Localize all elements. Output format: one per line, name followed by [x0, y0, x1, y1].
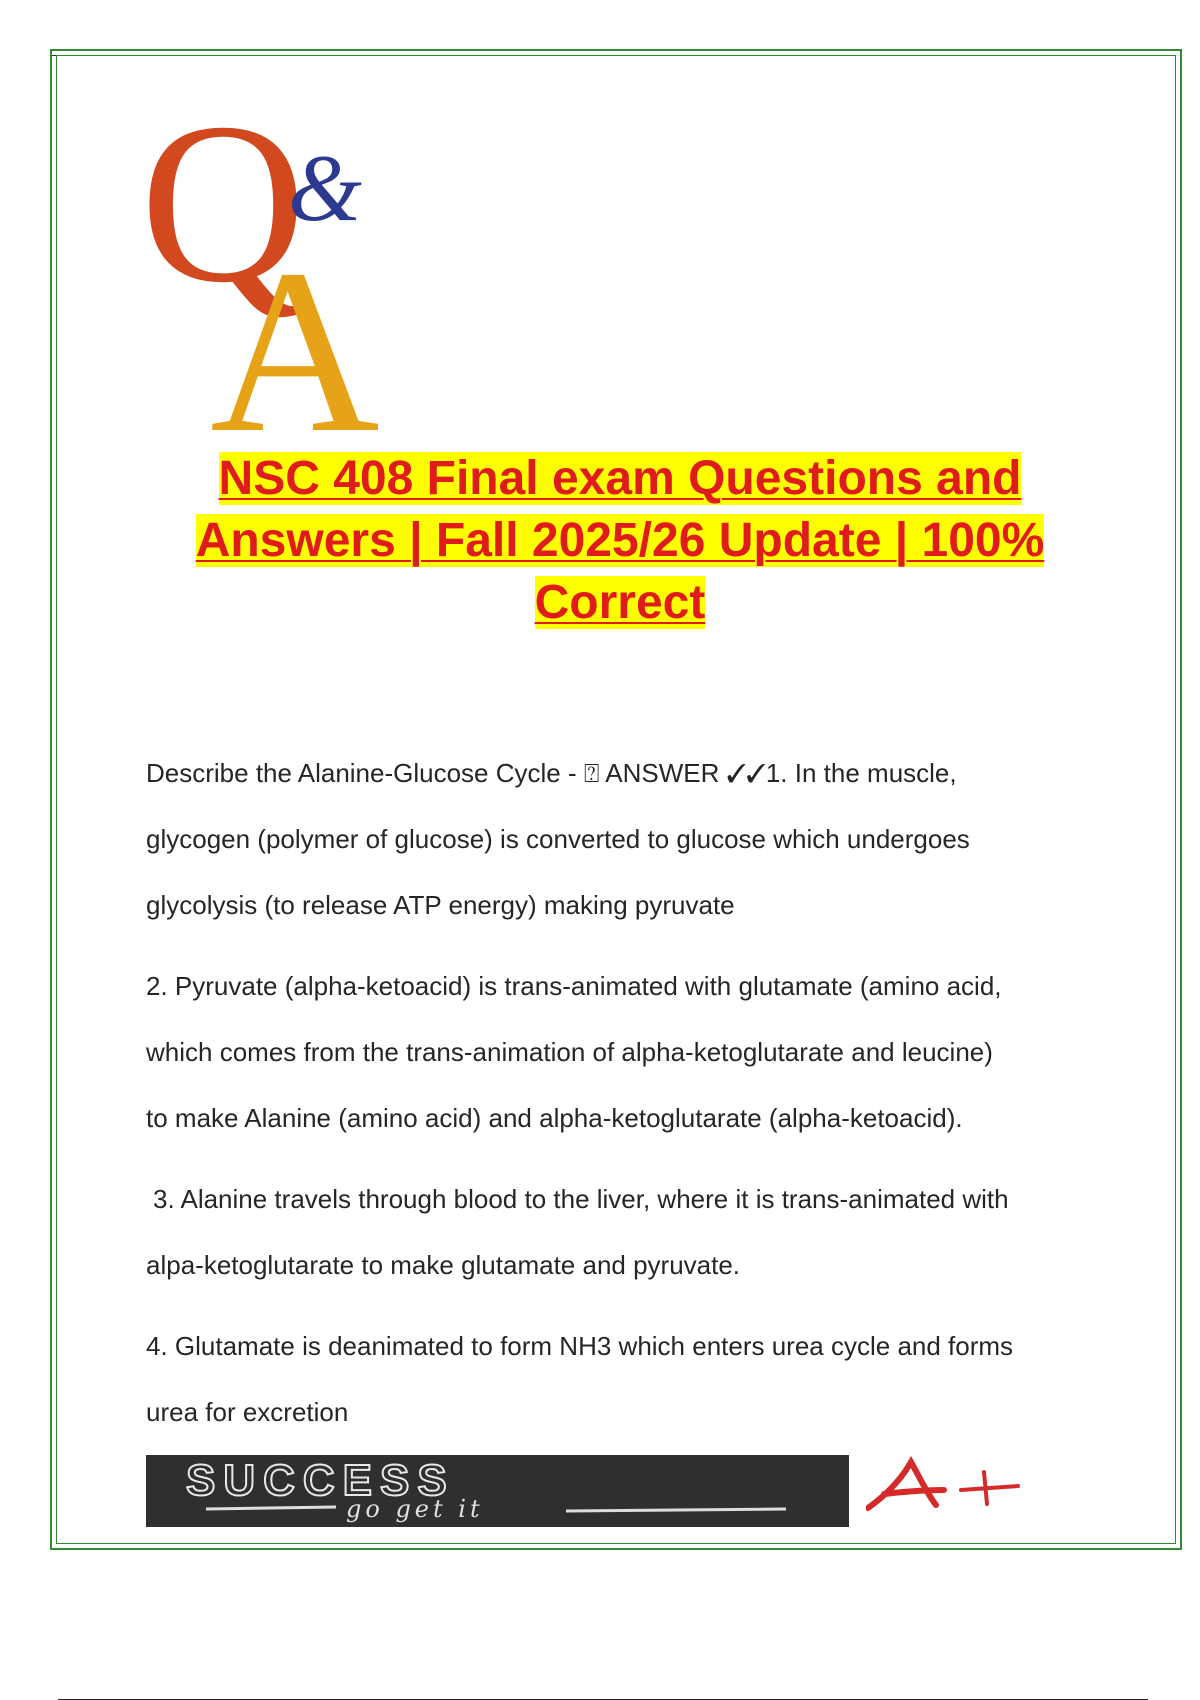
- step-2-line-3: to make Alanine (amino acid) and alpha-ketoglutarate (alpha-ketoacid).: [146, 1103, 963, 1133]
- grade-text: A+: [866, 1450, 868, 1451]
- question-line-3: glycolysis (to release ATP energy) making pyruvate: [146, 890, 735, 920]
- logo-ampersand: &: [288, 135, 362, 241]
- banner-sub-text: go get it: [346, 1495, 484, 1523]
- banner-main-text: SUCCESS: [186, 1456, 455, 1505]
- step-4-line-2: urea for excretion: [146, 1397, 349, 1427]
- logo-a-letter: A: [210, 221, 380, 445]
- title-line-3: Correct: [534, 576, 706, 629]
- question-paragraph: [146, 740, 1106, 938]
- step-2-line-1: 2. Pyruvate (alpha-ketoacid) is trans-animated with glutamate (amino acid,: [146, 971, 1002, 1001]
- step-2-paragraph: [146, 953, 1106, 1151]
- grade-plus-stroke: [961, 1472, 1018, 1504]
- title-line-2: Answers | Fall 2025/26 Update | 100%: [195, 514, 1045, 567]
- step-2-line-2: which comes from the trans-animation of alpha-ketoglutarate and leucine): [146, 1037, 993, 1067]
- a-plus-grade-mark: [866, 1450, 1026, 1540]
- grade-a-stroke: [868, 1462, 944, 1508]
- success-chalkboard-image: [146, 1455, 849, 1527]
- chalk-dash-right: [566, 1509, 786, 1511]
- step-4-paragraph: [146, 1313, 1106, 1445]
- document-title: [120, 448, 1120, 634]
- step-4-line-1: 4. Glutamate is deanimated to form NH3 which enters urea cycle and forms: [146, 1331, 1014, 1361]
- question-line-1: Describe the Alanine-Glucose Cycle - ⍰ ANSWER ✓✓1. In the muscle,: [146, 758, 957, 788]
- title-line-1: NSC 408 Final exam Questions and: [218, 452, 1022, 505]
- step-3-line-2: alpa-ketoglutarate to make glutamate and pyruvate.: [146, 1250, 741, 1280]
- logo-q-letter: Q: [140, 75, 307, 330]
- question-line-2: glycogen (polymer of glucose) is converted to glucose which undergoes: [146, 824, 970, 854]
- step-3-line-1: 3. Alanine travels through blood to the liver, where it is trans-animated with: [153, 1184, 1009, 1214]
- qa-content: [146, 740, 1106, 1445]
- qa-logo: [140, 75, 430, 445]
- step-3-paragraph: [146, 1166, 1106, 1298]
- chalk-dash-left: [206, 1507, 336, 1509]
